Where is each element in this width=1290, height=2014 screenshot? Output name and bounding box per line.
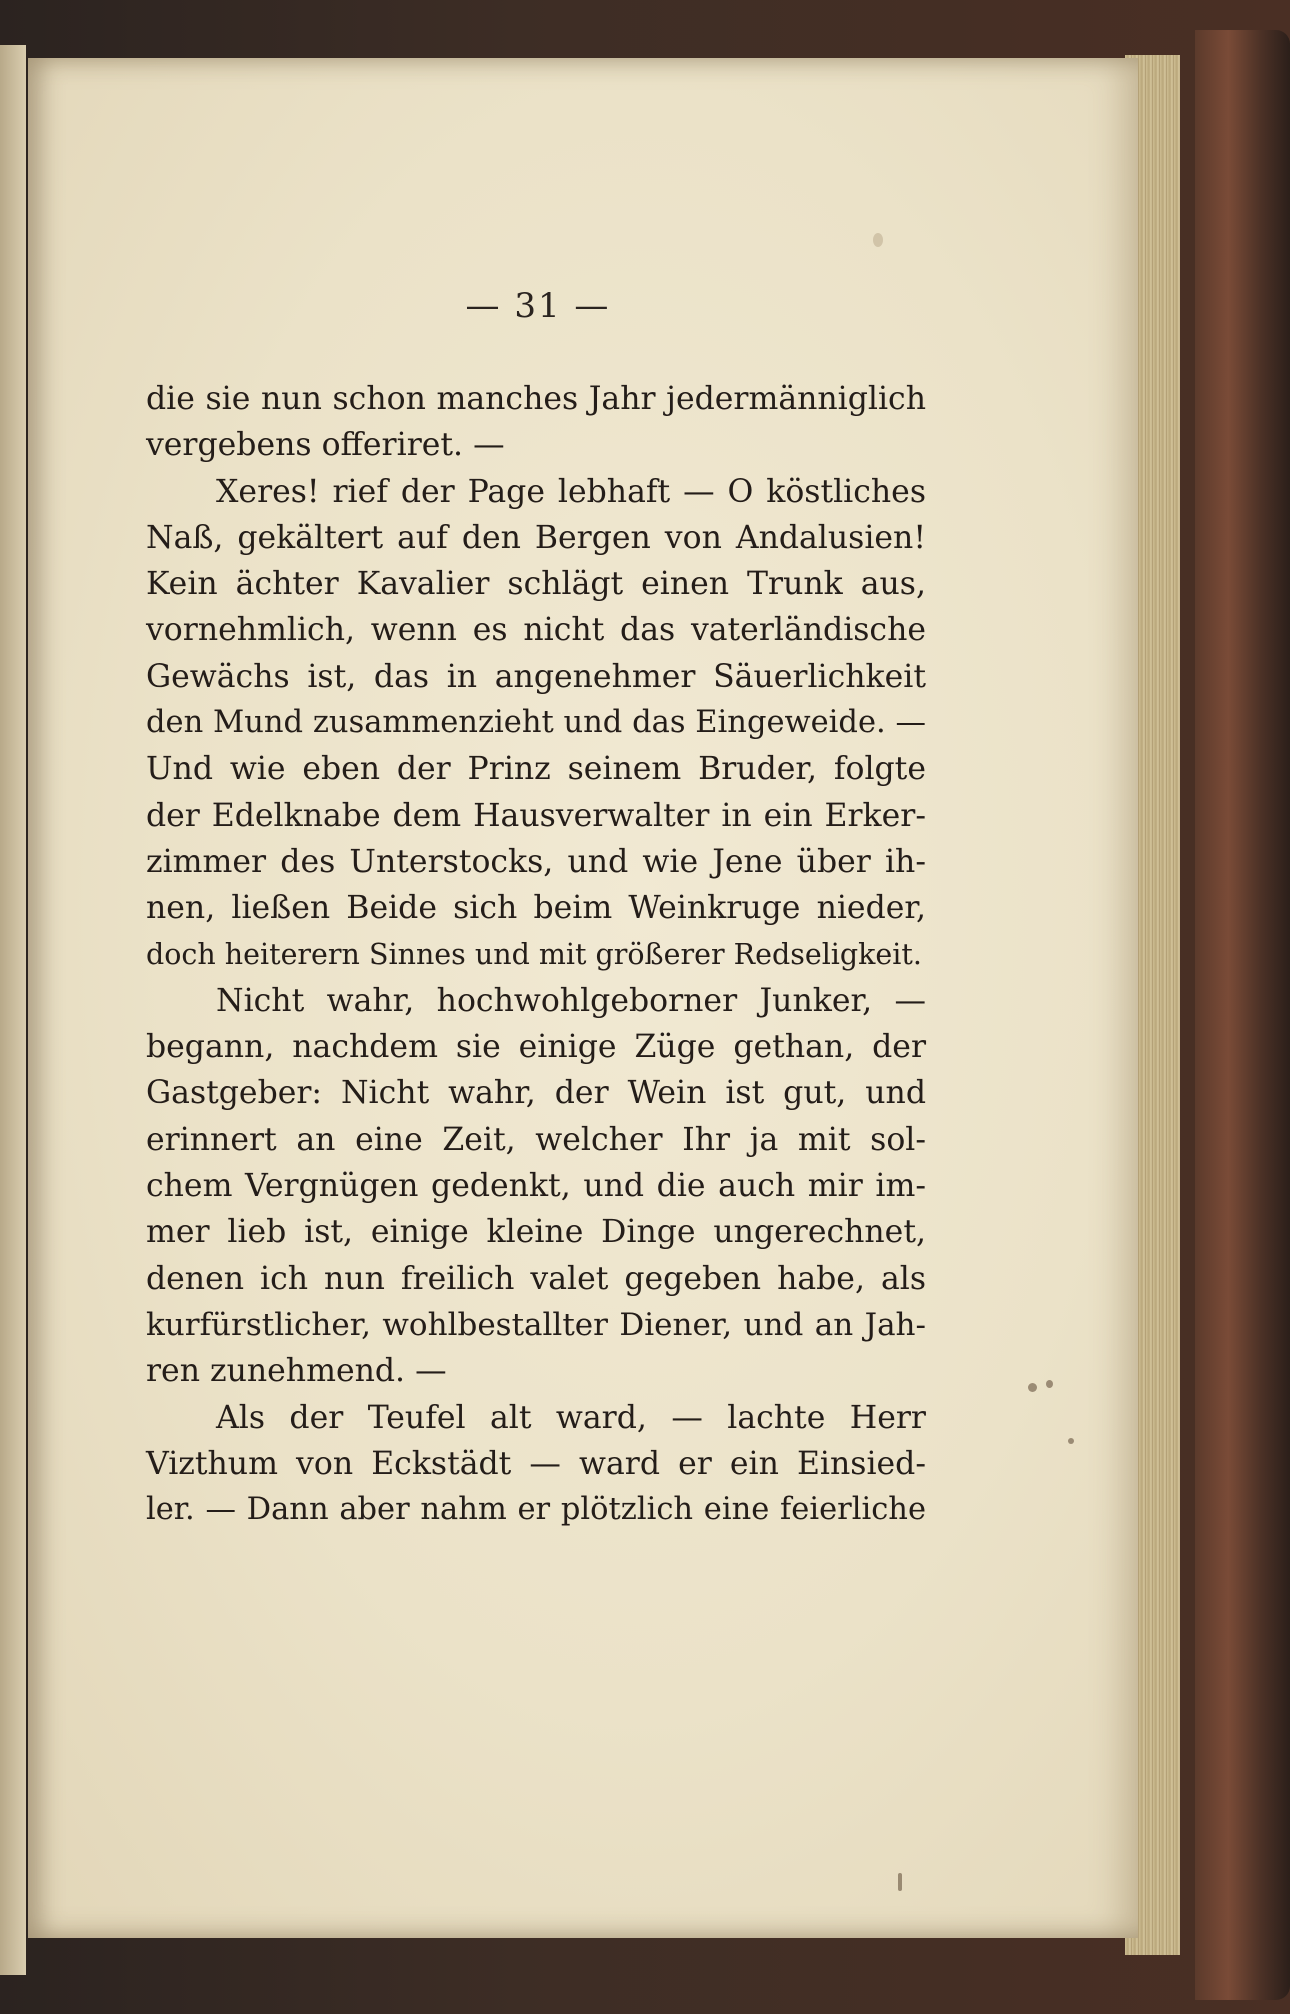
text-line: nen, ließen Beide sich beim Weinkruge nieder, xyxy=(146,890,926,927)
text-line: Kein ächter Kavalier schlägt einen Trunk aus, xyxy=(146,566,926,603)
text-line: Und wie eben der Prinz seinem Bruder, folgte xyxy=(146,751,926,788)
text-line: die sie nun schon manches Jahr jedermänniglich xyxy=(146,381,926,417)
book-cover-edge xyxy=(1195,30,1290,2000)
ink-spot xyxy=(1068,1438,1074,1444)
text-line: zimmer des Unterstocks, und wie Jene über ih- xyxy=(146,843,926,880)
text-line: der Edelknabe dem Hausverwalter in ein Erker- xyxy=(146,797,926,834)
text-line: Vizthum von Eckstädt — ward er ein Einsied- xyxy=(146,1445,926,1482)
page-number: — 31 — xyxy=(465,286,611,326)
ink-spot xyxy=(873,233,883,247)
text-line: Xeres! rief der Page lebhaft — O köstliches xyxy=(216,473,926,510)
text-line: kurfürstlicher, wohlbestallter Diener, und an Jah- xyxy=(146,1306,926,1343)
ink-spot xyxy=(1046,1380,1053,1388)
text-line: vergebens offeriret. — xyxy=(146,427,505,464)
text-line: Naß, gekältert auf den Bergen von Andalusien! xyxy=(146,519,926,556)
text-line: Gastgeber: Nicht wahr, der Wein ist gut, und xyxy=(146,1075,926,1112)
text-line: Gewächs ist, das in angenehmer Säuerlichkeit xyxy=(146,658,926,695)
text-line: doch heiterern Sinnes und mit größerer Redseligkeit. xyxy=(146,937,922,971)
text-line: ren zunehmend. — xyxy=(146,1353,447,1390)
text-line: mer lieb ist, einige kleine Dinge ungerechnet, xyxy=(146,1214,926,1251)
facing-page-edge xyxy=(0,45,26,1975)
book-page xyxy=(28,58,1138,1938)
text-line: Nicht wahr, hochwohlgeborner Junker, — xyxy=(216,982,926,1019)
text-line: ler. — Dann aber nahm er plötzlich eine feierliche xyxy=(146,1492,926,1528)
text-line: chem Vergnügen gedenkt, und die auch mir im- xyxy=(146,1168,926,1205)
ink-spot xyxy=(898,1873,902,1891)
text-line: Als der Teufel alt ward, — lachte Herr xyxy=(216,1399,926,1436)
text-line: begann, nachdem sie einige Züge gethan, der xyxy=(146,1029,926,1066)
text-line: erinnert an eine Zeit, welcher Ihr ja mit sol- xyxy=(146,1121,926,1158)
ink-spot xyxy=(1028,1383,1037,1392)
text-line: denen ich nun freilich valet gegeben habe, als xyxy=(146,1260,926,1297)
body-text xyxy=(146,376,926,1533)
text-line: vornehmlich, wenn es nicht das vaterländische xyxy=(146,612,926,649)
text-line: den Mund zusammenzieht und das Eingeweide. — xyxy=(146,705,926,741)
